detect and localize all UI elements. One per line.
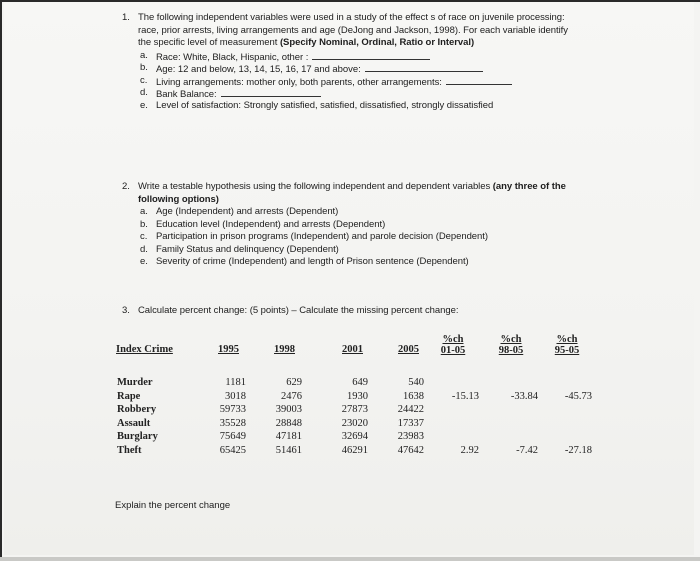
table-cell: Rape — [117, 390, 141, 402]
table-cell: 59733 — [219, 404, 246, 416]
table-cell: 46291 — [341, 444, 368, 456]
list-item: c. Participation in prison programs (Independent) and parole decision (Dependent) — [140, 231, 488, 242]
column-1998 — [258, 377, 302, 459]
table-cell: Robbery — [117, 404, 157, 416]
table-cell: 629 — [286, 377, 302, 388]
question-3-text: Calculate percent change: (5 points) – Calculate the missing percent change: — [138, 305, 459, 316]
header-pct-01-05: %ch 01-05 — [440, 334, 466, 356]
question-2 — [122, 181, 582, 269]
table-cell: Murder — [117, 377, 153, 388]
question-1-items — [140, 50, 582, 113]
table-cell: 47181 — [275, 431, 302, 443]
pct-theft-01-05: 2.92 — [460, 445, 479, 456]
table-cell: 39003 — [275, 404, 302, 416]
list-item: d. Family Status and delinquency (Dependent) — [140, 243, 339, 255]
answer-blank-living-arrangements[interactable] — [446, 75, 512, 85]
table-cell: 75649 — [219, 431, 246, 443]
table-cell: 24422 — [397, 404, 424, 416]
question-3 — [122, 305, 582, 318]
table-cell: 28848 — [275, 417, 302, 429]
question-2-instruction: (any three of the following options) — [138, 181, 566, 205]
table-cell: 47642 — [397, 444, 424, 456]
frame-edge-left — [0, 0, 2, 561]
table-cell: 27873 — [341, 404, 368, 416]
answer-blank-bank-balance[interactable] — [221, 87, 321, 97]
header-pct-95-05: %ch 95-05 — [554, 334, 580, 356]
list-item: d. Bank Balance: — [140, 87, 582, 100]
frame-edge-bottom — [0, 557, 700, 561]
table-cell: 23983 — [397, 431, 424, 443]
answer-blank-age[interactable] — [365, 62, 483, 72]
question-3-number: 3. — [122, 305, 130, 316]
header-1995: 1995 — [218, 344, 239, 355]
pct-rape-01-05: -15.13 — [451, 391, 479, 402]
pct-theft-98-05: -7.42 — [516, 445, 538, 456]
header-1998: 1998 — [274, 344, 295, 355]
header-2005: 2005 — [398, 344, 419, 355]
table-cell: 649 — [352, 377, 368, 388]
column-2001 — [324, 377, 368, 459]
question-2-text: Write a testable hypothesis using the following independent and dependent variables (any three of the following options) — [138, 181, 566, 205]
table-cell: 540 — [408, 377, 424, 388]
list-item: e. Level of satisfaction: Strongly satisfied, satisfied, dissatisfied, strongly dissatisfied — [140, 99, 494, 111]
table-cell: 23020 — [341, 417, 368, 429]
table-cell: 17337 — [397, 417, 424, 429]
table-cell: 3018 — [225, 390, 246, 402]
answer-blank-race[interactable] — [312, 50, 430, 60]
header-pct-98-05: %ch 98-05 — [498, 334, 524, 356]
table-cell: Assault — [117, 417, 151, 429]
list-item: a. Age (Independent) and arrests (Dependent) — [140, 206, 339, 217]
list-item: c. Living arrangements: mother only, both parents, other arrangements: — [140, 75, 582, 88]
table-cell: 51461 — [275, 444, 302, 456]
header-index-crime: Index Crime — [116, 344, 173, 355]
table-cell: 65425 — [219, 444, 246, 456]
question-1 — [122, 12, 582, 112]
question-2-number: 2. — [122, 181, 130, 192]
table-cell: 1930 — [347, 390, 368, 402]
column-1995 — [202, 377, 246, 459]
table-cell: 32694 — [341, 431, 368, 443]
pct-rape-95-05: -45.73 — [564, 391, 592, 402]
list-item: e. Severity of crime (Independent) and length of Prison sentence (Dependent) — [140, 256, 469, 267]
table-cell: 35528 — [219, 417, 246, 429]
column-2005 — [380, 377, 424, 459]
question-1-instruction: (Specify Nominal, Ordinal, Ratio or Interval) — [279, 37, 475, 48]
table-cell: 1638 — [403, 390, 424, 402]
column-index-crime — [117, 377, 158, 459]
list-item: a. Race: White, Black, Hispanic, other : — [140, 50, 582, 63]
table-cell: Theft — [117, 444, 142, 456]
pct-theft-95-05: -27.18 — [564, 445, 592, 456]
table-cell: Burglary — [117, 431, 158, 443]
table-cell: 1181 — [225, 377, 246, 388]
explain-prompt: Explain the percent change — [115, 500, 231, 511]
table-cell: 2476 — [281, 390, 302, 402]
list-item: b. Education level (Independent) and arrests (Dependent) — [140, 218, 386, 230]
question-2-items — [140, 206, 582, 269]
question-1-number: 1. — [122, 12, 130, 23]
list-item: b. Age: 12 and below, 13, 14, 15, 16, 17 and above: — [140, 62, 582, 75]
header-2001: 2001 — [342, 344, 363, 355]
question-1-text: The following independent variables were used in a study of the effect s of race on juvenile processing: race, prior arrests, living arrangements and age (DeJong and Jackson, 1998). For each variable identify the specific level of measurement (Specify Nominal, Ordinal, Ratio or Interval) — [138, 12, 568, 48]
pct-rape-98-05: -33.84 — [510, 391, 538, 402]
document-page — [4, 2, 694, 555]
